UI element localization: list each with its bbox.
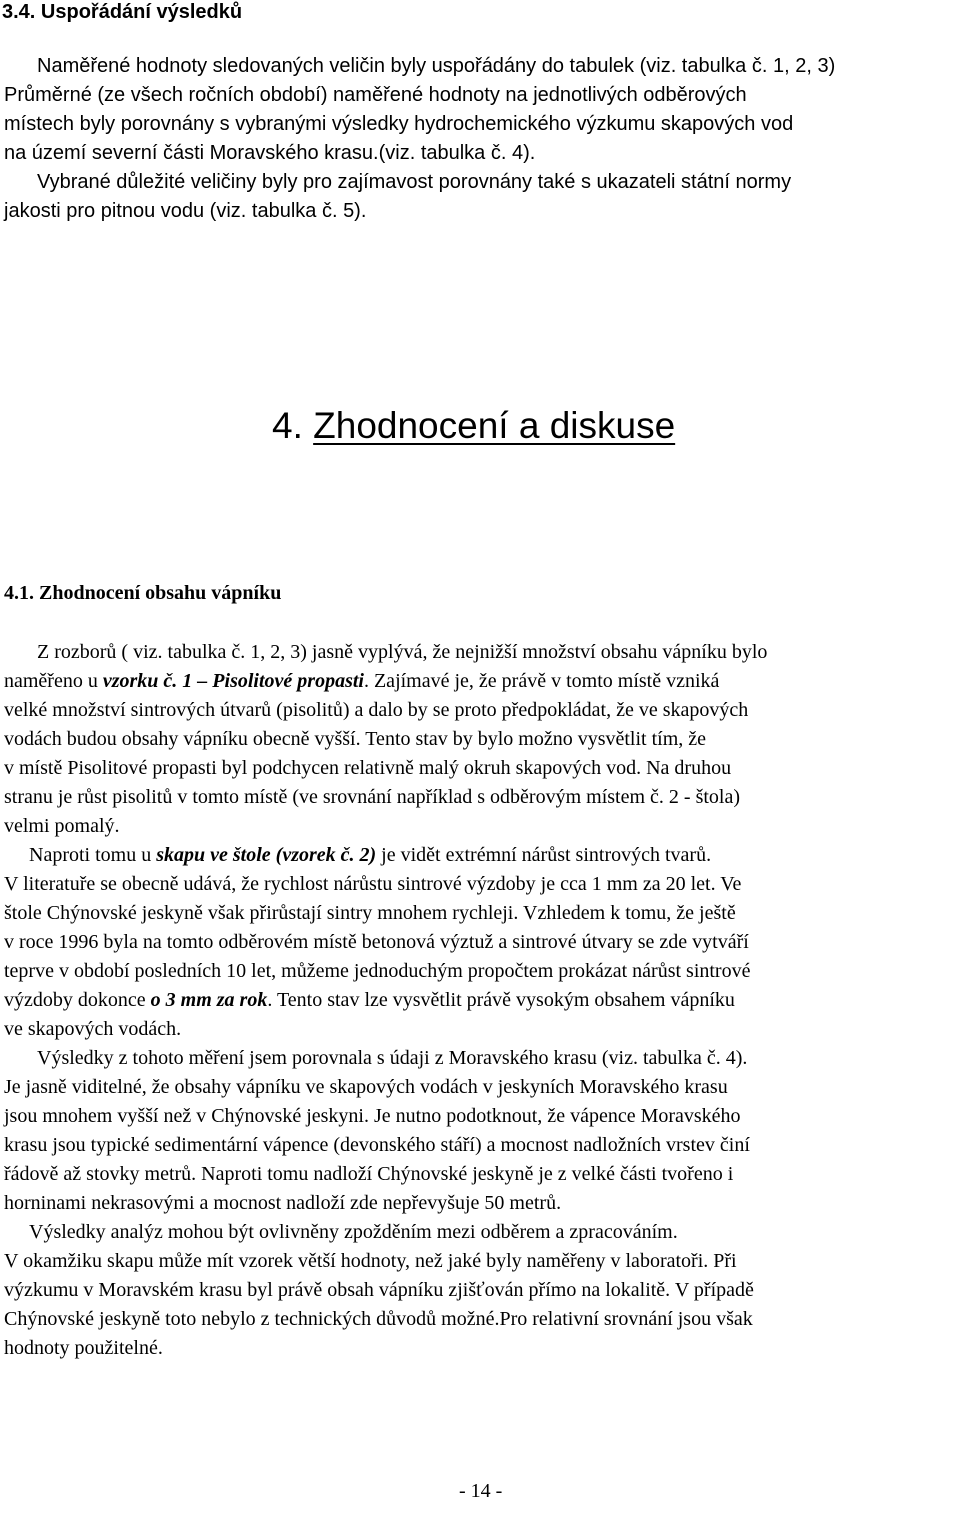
intro-line: místech byly porovnány s vybranými výsledky hydrochemického výzkumu skapových vod: [4, 113, 794, 135]
emphasis-sample-1: vzorku č. 1 – Pisolitové propasti: [102, 670, 364, 692]
paragraph-line: horninami nekrasovými a mocnost nadloží zde nepřevyšuje 50 metrů.: [4, 1192, 562, 1214]
chapter-title: [272, 402, 675, 450]
paragraph-line: vodách budou obsahy vápníku obecně vyšší. Tento stav by bylo možno vysvětlit tím, že: [4, 728, 707, 750]
subsection-heading: 4.1. Zhodnocení obsahu vápníku: [4, 582, 282, 604]
paragraph-line: štole Chýnovské jeskyně však přirůstají sintry mnohem rychleji. Vzhledem k tomu, že ještě: [4, 902, 736, 924]
paragraph-line: hodnoty použitelné.: [4, 1337, 163, 1359]
paragraph-4: [4, 1218, 958, 1363]
paragraph-line: velké množství sintrových útvarů (pisolitů) a dalo by se proto předpokládat, že ve skapových: [4, 699, 749, 721]
paragraph-line: Výsledky z tohoto měření jsem porovnala s údaji z Moravského krasu (viz. tabulka č. 4).: [37, 1047, 748, 1069]
paragraph-line: [4, 841, 958, 870]
intro-paragraph: [4, 52, 958, 226]
paragraph-line: V okamžiku skapu může mít vzorek větší hodnoty, než jaké byly naměřeny v laboratoři. Při: [4, 1250, 737, 1272]
text-run: . Zajímavé je, že právě v tomto místě vzniká: [363, 670, 720, 692]
chapter-number: 4.: [272, 405, 303, 446]
text-run: naměřeno u: [4, 670, 103, 692]
paragraph-line: Výsledky analýz mohou být ovlivněny zpožděním mezi odběrem a zpracováním.: [29, 1221, 678, 1243]
paragraph-line: řádově až stovky metrů. Naproti tomu nadloží Chýnovské jeskyně je z velké části tvořeno i: [4, 1163, 734, 1185]
emphasis-sample-2: skapu ve štole (vzorek č. 2): [156, 844, 377, 866]
paragraph-line: stranu je růst pisolitů v tomto místě (ve srovnání například s odběrovým místem č. 2 - štola): [4, 786, 740, 808]
paragraph-line: výzkumu v Moravském krasu byl právě obsah vápníku zjišťován přímo na lokalitě. V případě: [4, 1279, 754, 1301]
intro-line: jakosti pro pitnou vodu (viz. tabulka č. 5).: [4, 200, 367, 222]
paragraph-line: V literatuře se obecně udává, že rychlost nárůstu sintrové výzdoby je cca 1 mm za 20 let. Ve: [4, 873, 742, 895]
paragraph-line: v místě Pisolitové propasti byl podchycen relativně malý okruh skapových vod. Na druhou: [4, 757, 732, 779]
section-heading: 3.4. Uspořádání výsledků: [2, 1, 243, 23]
text-run: . Tento stav lze vysvětlit právě vysokým obsahem vápníku: [267, 989, 735, 1011]
paragraph-line: teprve v období posledních 10 let, můžeme jednoduchým propočtem prokázat nárůst sintrové: [4, 960, 751, 982]
paragraph-2: [4, 841, 958, 1044]
text-run: je vidět extrémní nárůst sintrových tvarů.: [376, 844, 712, 866]
intro-line: na území severní části Moravského krasu.(viz. tabulka č. 4).: [4, 142, 536, 164]
paragraph-line: Je jasně viditelné, že obsahy vápníku ve skapových vodách v jeskyních Moravského krasu: [4, 1076, 728, 1098]
paragraph-line: ve skapových vodách.: [4, 1018, 182, 1040]
paragraph-3: [4, 1044, 958, 1218]
paragraph-line: [4, 667, 958, 696]
paragraph-line: Z rozborů ( viz. tabulka č. 1, 2, 3) jasně vyplývá, že nejnižší množství obsahu vápníku bylo: [37, 641, 768, 663]
intro-line: Průměrné (ze všech ročních období) naměřené hodnoty na jednotlivých odběrových: [4, 84, 747, 106]
paragraph-line: krasu jsou typické sedimentární vápence (devonského stáří) a mocnost nadložních vrstev činí: [4, 1134, 750, 1156]
emphasis-growth-rate: o 3 mm za rok: [150, 989, 268, 1011]
paragraph-line: Chýnovské jeskyně toto nebylo z technických důvodů možné.Pro relativní srovnání jsou však: [4, 1308, 753, 1330]
intro-line: Naměřené hodnoty sledovaných veličin byly uspořádány do tabulek (viz. tabulka č. 1, 2, 3): [37, 55, 836, 77]
paragraph-1: [4, 638, 958, 841]
paragraph-line: jsou mnohem vyšší než v Chýnovské jeskyni. Je nutno podotknout, že vápence Moravského: [4, 1105, 741, 1127]
text-run: výzdoby dokonce: [4, 989, 151, 1011]
paragraph-line: [4, 986, 958, 1015]
chapter-title-text: Zhodnocení a diskuse: [313, 405, 676, 446]
paragraph-line: v roce 1996 byla na tomto odběrovém místě betonová výztuž a sintrové útvary se zde vytváří: [4, 931, 749, 953]
intro-line: Vybrané důležité veličiny byly pro zajímavost porovnány také s ukazateli státní normy: [37, 171, 792, 193]
paragraph-line: velmi pomalý.: [4, 815, 120, 837]
text-run: Naproti tomu u: [29, 844, 157, 866]
page-number: - 14 -: [459, 1480, 503, 1502]
